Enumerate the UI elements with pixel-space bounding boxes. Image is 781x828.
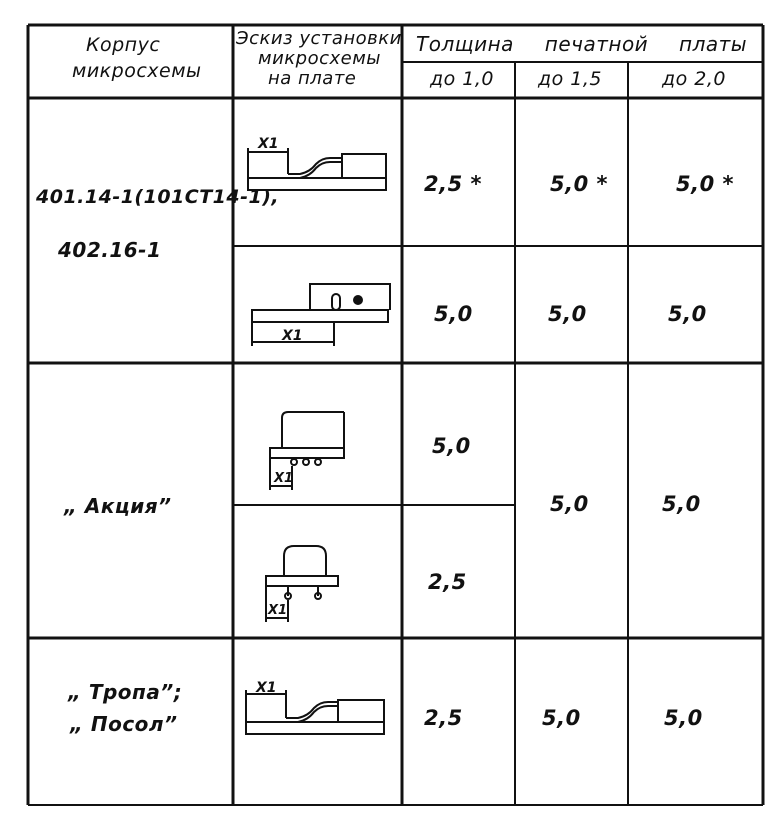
sketch-label-x1: X1 (256, 680, 277, 696)
mounting-sketch-2 (240, 270, 400, 360)
mounting-sketch-1 (240, 128, 400, 208)
mounting-sketch-3 (262, 404, 372, 494)
cell-value: 5,0 * (550, 172, 608, 196)
package-name-akciya: „ Акция” (64, 494, 172, 518)
cell-value: 5,0 (668, 302, 707, 326)
header-sketch-line1: Эскиз установки (236, 28, 402, 49)
header-package-line2: микросхемы (72, 60, 202, 82)
header-sub-1-0: до 1,0 (430, 68, 495, 90)
package-name-tropa: „ Тропа”; (68, 680, 183, 704)
package-name-posol: „ Посол” (70, 712, 178, 736)
package-name-line1: 401.14-1(101СТ14-1), (36, 186, 280, 208)
cell-value: 5,0 (434, 302, 473, 326)
sketch-label-x1: X1 (258, 136, 279, 152)
header-sketch-line2: микросхемы (258, 48, 382, 69)
package-name-line2: 402.16-1 (58, 238, 162, 262)
sketch-label-x1: X1 (268, 603, 288, 618)
header-thickness: Толщина печатной платы (416, 32, 748, 56)
cell-value: 2,5 (424, 706, 463, 730)
cell-value: 5,0 (542, 706, 581, 730)
cell-value: 5,0 * (676, 172, 734, 196)
cell-value: 2,5 (428, 570, 467, 594)
header-sub-2-0: до 2,0 (662, 68, 727, 90)
cell-value-merged: 5,0 (550, 492, 589, 516)
sketch-label-x1: X1 (282, 328, 303, 344)
cell-value: 5,0 (664, 706, 703, 730)
mounting-sketch-5 (240, 676, 400, 746)
header-sketch-line3: на плате (268, 68, 357, 89)
cell-value: 5,0 (548, 302, 587, 326)
cell-value-merged: 5,0 (662, 492, 701, 516)
header-sub-1-5: до 1,5 (538, 68, 603, 90)
header-package-line1: Корпус (86, 34, 161, 56)
sketch-label-x1: X1 (274, 471, 294, 486)
cell-value: 5,0 (432, 434, 471, 458)
mounting-sketch-4 (262, 538, 362, 628)
cell-value: 2,5 * (424, 172, 482, 196)
